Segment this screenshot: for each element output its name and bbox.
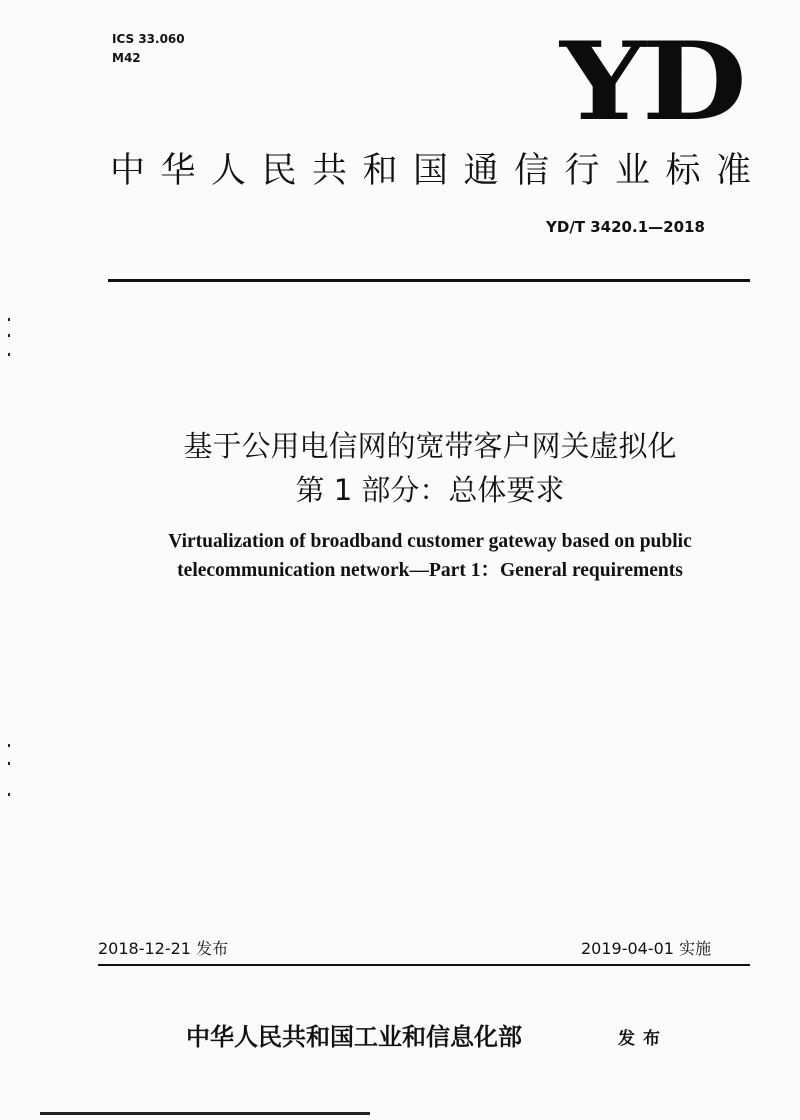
implementation-date: 2019-04-01 实施 xyxy=(581,939,712,958)
scan-edge-line xyxy=(40,1112,370,1115)
publisher-name: 中华人民共和国工业和信息化部 xyxy=(186,1022,522,1051)
publish-label: 发布 xyxy=(618,1029,668,1049)
scan-speck xyxy=(8,353,10,356)
ics-code: ICS 33.060 xyxy=(112,32,185,46)
chinese-title-line-1: 基于公用电信网的宽带客户网关虚拟化 xyxy=(183,429,677,463)
standard-category-heading: 中华人民共和国通信行业标准 xyxy=(110,151,767,191)
issue-date: 2018-12-21 发布 xyxy=(98,939,229,958)
ics-code-block xyxy=(112,30,185,68)
scan-speck xyxy=(8,793,10,796)
standard-number: YD/T 3420.1—2018 xyxy=(546,218,705,236)
english-title-line-1: Virtualization of broadband customer gateway based on public xyxy=(168,531,692,552)
scan-speck xyxy=(8,744,10,747)
classification-code: M42 xyxy=(112,51,141,65)
yd-logo: YD xyxy=(560,19,743,145)
scan-speck xyxy=(8,318,10,321)
bottom-divider-rule xyxy=(98,964,750,966)
scan-speck xyxy=(8,334,10,337)
scan-speck xyxy=(8,762,10,765)
english-title-line-2: telecommunication network—Part 1：General requirements xyxy=(177,560,683,581)
chinese-title-line-2: 第 1 部分：总体要求 xyxy=(295,473,565,507)
top-divider-rule xyxy=(108,279,750,282)
